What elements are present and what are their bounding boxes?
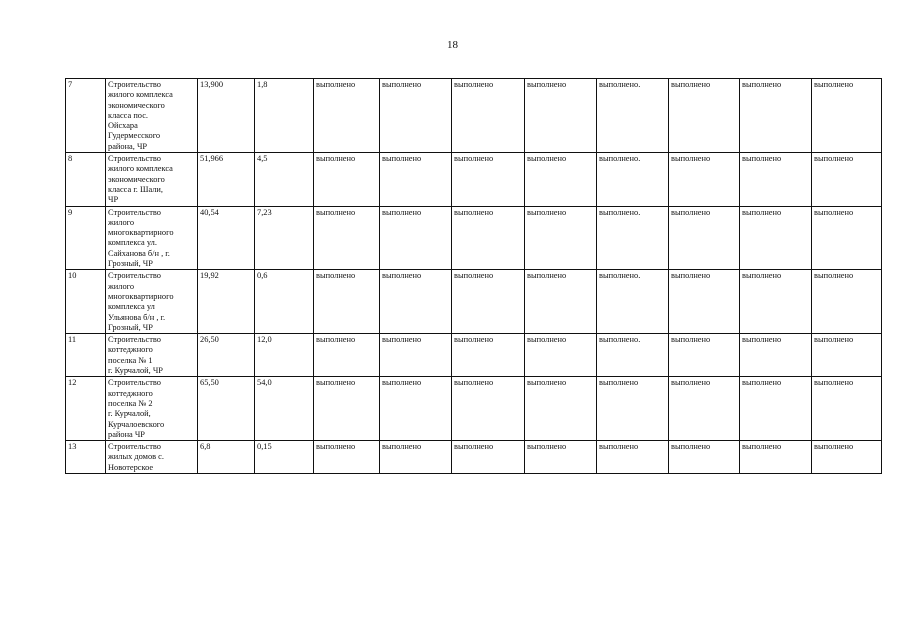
data-table [65,78,882,474]
status-cell: выполнено [812,206,882,270]
status-cell: выполнено [740,377,812,441]
status-cell: выполнено [380,206,452,270]
value-1-cell: 26,50 [198,334,255,377]
description-line: класса г. Шали, [108,184,163,194]
status-cell: выполнено [812,334,882,377]
description-cell [106,206,198,270]
description-line: поселка № 1 [108,355,153,365]
status-cell: выполнено [669,206,740,270]
status-cell: выполнено [525,79,597,153]
row-number-cell: 9 [66,206,106,270]
status-cell: выполнено [525,441,597,474]
description-cell [106,441,198,474]
status-cell: выполнено [452,79,525,153]
status-cell: выполнено [812,79,882,153]
status-cell: выполнено [740,79,812,153]
description-line: жилого [108,217,135,227]
table-row [66,153,882,206]
value-2-cell: 54,0 [255,377,314,441]
description-line: г. Курчалой, [108,409,151,419]
status-cell: выполнено [597,377,669,441]
description-cell [106,334,198,377]
row-number-cell: 10 [66,270,106,334]
status-cell: выполнено [740,441,812,474]
description-line: Грозный, ЧР [108,322,153,332]
description-line: Строительство [108,271,161,281]
status-cell: выполнено. [597,206,669,270]
description-line: жилого комплекса [108,164,173,174]
description-line: поселка № 2 [108,398,153,408]
status-cell: выполнено [452,334,525,377]
status-cell: выполнено [452,270,525,334]
status-cell: выполнено [669,79,740,153]
value-2-cell: 1,8 [255,79,314,153]
status-cell: выполнено [380,79,452,153]
status-cell: выполнено [740,206,812,270]
row-number-cell: 7 [66,79,106,153]
status-cell: выполнено [314,334,380,377]
row-number-cell: 13 [66,441,106,474]
description-line: района, ЧР [108,141,148,151]
status-cell: выполнено. [597,270,669,334]
status-cell: выполнено [669,377,740,441]
status-cell: выполнено [812,441,882,474]
value-2-cell: 12,0 [255,334,314,377]
description-line: коттеджного [108,345,153,355]
value-1-cell: 40,54 [198,206,255,270]
status-cell: выполнено [452,153,525,206]
status-cell: выполнено [380,153,452,206]
description-line: Строительство [108,335,161,345]
value-2-cell: 0,15 [255,441,314,474]
status-cell: выполнено [314,270,380,334]
status-cell: выполнено [380,270,452,334]
description-line: класса пос. [108,110,149,120]
status-cell: выполнено. [597,334,669,377]
description-line: Курчалоевского [108,419,165,429]
status-cell: выполнено [812,270,882,334]
table-row [66,334,882,377]
status-cell: выполнено [740,270,812,334]
status-cell: выполнено [669,153,740,206]
description-line: Ойсхара [108,121,138,131]
status-cell: выполнено [812,153,882,206]
description-line: коттеджного [108,388,153,398]
description-line: жилых домов с. [108,452,164,462]
row-number-cell: 8 [66,153,106,206]
table-row [66,206,882,270]
description-line: Строительство [108,154,161,164]
description-line: ЧР [108,195,119,205]
description-line: комплекса ул [108,302,155,312]
status-cell: выполнено [669,270,740,334]
status-cell: выполнено [669,441,740,474]
description-line: Строительство [108,378,161,388]
description-cell [106,153,198,206]
status-cell: выполнено [525,270,597,334]
description-line: Строительство [108,207,161,217]
status-cell: выполнено [314,153,380,206]
description-line: Сайханова б/н , г. [108,248,170,258]
status-cell: выполнено [314,441,380,474]
description-line: комплекса ул. [108,238,157,248]
status-cell: выполнено [740,153,812,206]
description-line: Гудермесского [108,131,161,141]
description-line: района ЧР [108,429,145,439]
status-cell: выполнено [452,441,525,474]
status-cell: выполнено [525,377,597,441]
status-cell: выполнено [314,206,380,270]
status-cell: выполнено [597,441,669,474]
value-2-cell: 4,5 [255,153,314,206]
status-cell: выполнено [380,377,452,441]
status-cell: выполнено [812,377,882,441]
description-line: экономического [108,174,165,184]
page-number: 18 [447,39,458,51]
value-1-cell: 51,966 [198,153,255,206]
description-cell [106,79,198,153]
description-line: Ульянова б/н , г. [108,312,166,322]
description-line: Строительство [108,80,161,89]
description-line: многоквартирного [108,291,174,301]
status-cell: выполнено [525,153,597,206]
value-2-cell: 7,23 [255,206,314,270]
value-1-cell: 6,8 [198,441,255,474]
value-1-cell: 13,900 [198,79,255,153]
status-cell: выполнено [380,334,452,377]
status-cell: выполнено. [597,79,669,153]
description-line: Грозный, ЧР [108,259,153,269]
status-cell: выполнено [669,334,740,377]
status-cell: выполнено [525,334,597,377]
status-cell: выполнено [380,441,452,474]
status-cell: выполнено [525,206,597,270]
table-row [66,441,882,474]
table-row [66,270,882,334]
status-cell: выполнено [452,377,525,441]
status-cell: выполнено. [597,153,669,206]
description-line: Новотерское [108,462,154,472]
value-1-cell: 65,50 [198,377,255,441]
description-line: Строительство [108,442,161,452]
value-2-cell: 0,6 [255,270,314,334]
row-number-cell: 11 [66,334,106,377]
description-line: жилого комплекса [108,90,173,100]
status-cell: выполнено [740,334,812,377]
description-cell [106,270,198,334]
description-line: многоквартирного [108,228,174,238]
table-row [66,377,882,441]
table-row [66,79,882,153]
row-number-cell: 12 [66,377,106,441]
status-cell: выполнено [314,79,380,153]
description-line: жилого [108,281,135,291]
description-cell [106,377,198,441]
status-cell: выполнено [314,377,380,441]
status-cell: выполнено [452,206,525,270]
description-line: экономического [108,100,165,110]
description-line: г. Курчалой, ЧР [108,366,163,376]
value-1-cell: 19,92 [198,270,255,334]
